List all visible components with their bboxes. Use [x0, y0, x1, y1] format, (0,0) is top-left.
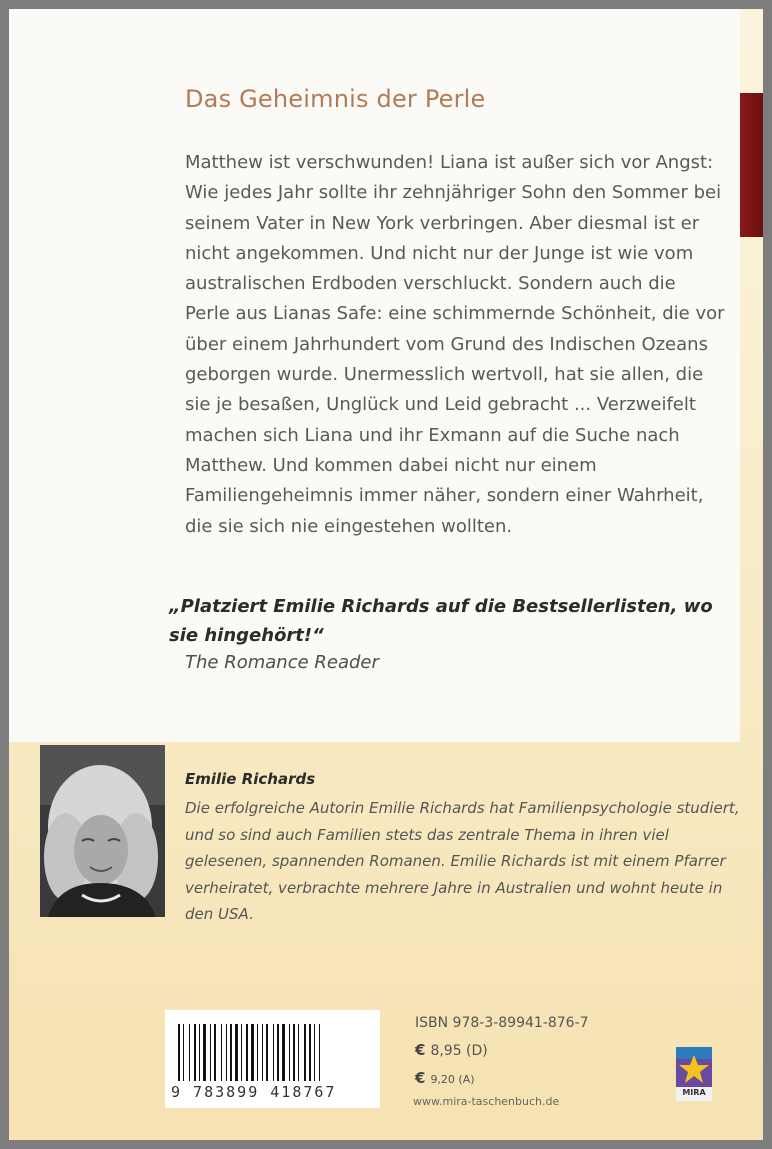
barcode-bar: [309, 1024, 311, 1081]
book-back-cover: [9, 9, 763, 1140]
barcode-bar: [203, 1024, 206, 1081]
review-source: The Romance Reader: [185, 652, 379, 673]
barcode-bar: [230, 1024, 232, 1081]
barcode-bar: [178, 1024, 180, 1081]
barcode-bar: [189, 1024, 190, 1081]
barcode-bar: [289, 1024, 290, 1081]
publisher-website: www.mira-taschenbuch.de: [413, 1095, 560, 1108]
barcode-bar: [282, 1024, 285, 1081]
price-germany-value: 8,95 (D): [430, 1043, 488, 1059]
barcode-bar: [194, 1024, 196, 1081]
barcode-bar: [266, 1024, 268, 1081]
barcode-bar: [262, 1024, 263, 1081]
review-quote: „Platziert Emilie Richards auf die Bestsellerlisten, wo sie hingehört!“: [169, 596, 713, 646]
barcode-bar: [298, 1024, 299, 1081]
book-title: Das Geheimnis der Perle: [185, 85, 486, 113]
isbn: ISBN 978-3-89941-876-7: [415, 1015, 589, 1031]
barcode: [165, 1010, 380, 1108]
barcode-bar: [319, 1024, 320, 1081]
barcode-digits: 9 783899 418767: [171, 1083, 337, 1101]
barcode-bars: [178, 1024, 368, 1081]
barcode-bar: [235, 1024, 238, 1081]
barcode-bar: [314, 1024, 315, 1081]
barcode-bar: [257, 1024, 258, 1081]
price-germany: [415, 1041, 488, 1059]
barcode-bar: [246, 1024, 248, 1081]
barcode-bar: [214, 1024, 216, 1081]
barcode-bar: [183, 1024, 184, 1081]
price-austria-value: 9,20 (A): [430, 1073, 475, 1086]
mira-logo-text: MIRA: [682, 1088, 706, 1097]
barcode-bar: [241, 1024, 242, 1081]
spine-color-band: [739, 93, 763, 237]
book-blurb: Matthew ist verschwunden! Liana ist außer sich vor Angst: Wie jedes Jahr sollte ihr zehnjähriger Sohn den Sommer bei seinem Vater in New York verbringen. Aber diesmal ist er nicht angekommen. Und nicht nur der Junge ist wie vom australischen Erdboden verschluckt. Sondern auch die Perle aus Lianas Safe: eine schimmernde Schönheit, die vor über einem Jahrhundert vom Grund des Indischen Ozeans geborgen wurde. Unermesslich wertvoll, hat sie allen, die sie je besaßen, Unglück und Leid gebracht ... Verzweifelt machen sich Liana und ihr Exmann auf die Suche nach Matthew. Und kommen dabei nicht nur einem Familiengeheimnis immer näher, sondern einer Wahrheit, die sie sich nie eingestehen wollten.: [185, 152, 725, 537]
barcode-bar: [293, 1024, 295, 1081]
barcode-bar: [273, 1024, 274, 1081]
barcode-bar: [277, 1024, 279, 1081]
barcode-bar: [251, 1024, 254, 1081]
barcode-bar: [226, 1024, 227, 1081]
author-bio: Die erfolgreiche Autorin Emilie Richards hat Familienpsychologie studiert, und so sind auch Familien stets das zentrale Thema in ihren viel gelesenen, spannenden Romanen. Emilie Richards ist mit einem Pfarrer verheiratet, verbrachte mehrere Jahre in Australien und wohnt heute in den USA.: [185, 799, 740, 923]
barcode-bar: [199, 1024, 200, 1081]
price-austria: [415, 1069, 475, 1087]
author-photo: [40, 745, 165, 917]
author-name: Emilie Richards: [185, 770, 316, 788]
barcode-bar: [210, 1024, 211, 1081]
blurb-panel: [9, 9, 740, 742]
barcode-bar: [221, 1024, 222, 1081]
euro-symbol: €: [415, 1069, 426, 1087]
euro-symbol: €: [415, 1041, 426, 1059]
barcode-bar: [304, 1024, 306, 1081]
